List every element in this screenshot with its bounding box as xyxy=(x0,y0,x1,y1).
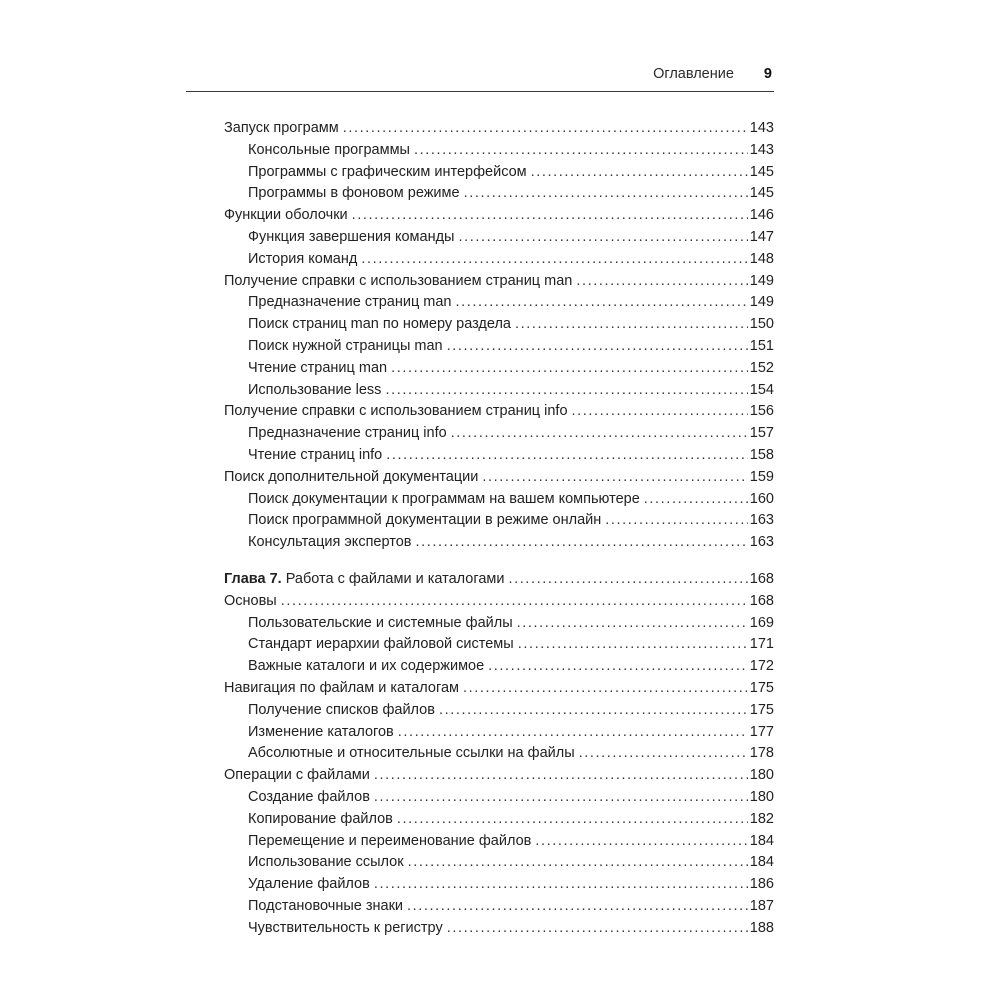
toc-dot-leader xyxy=(343,118,748,140)
toc-dot-leader xyxy=(518,634,748,656)
toc-entry-label: Чувствительность к регистру xyxy=(248,919,443,936)
toc-dot-leader xyxy=(464,183,748,205)
toc-dot-leader xyxy=(576,271,747,293)
toc-chapter-prefix: Глава 7. xyxy=(224,570,286,587)
toc-entry-label: Основы xyxy=(224,592,277,609)
toc-entry xyxy=(186,700,774,722)
toc-entry-page: 175 xyxy=(749,701,774,718)
toc-entry-label: Поиск документации к программам на вашем компьютере xyxy=(248,490,640,507)
toc-entry xyxy=(186,765,774,787)
toc-dot-leader xyxy=(408,852,748,874)
toc-entry-page: 188 xyxy=(749,919,774,936)
toc-entry-page: 147 xyxy=(749,228,774,245)
toc-dot-leader xyxy=(488,656,748,678)
toc-dot-leader xyxy=(398,722,748,744)
toc-entry-label: Абсолютные и относительные ссылки на файлы xyxy=(248,745,575,762)
toc-entry-label: Консультация экспертов xyxy=(248,534,412,551)
toc-entry-page: 180 xyxy=(749,788,774,805)
toc-entry-label: Перемещение и переименование файлов xyxy=(248,832,532,849)
toc-dot-leader xyxy=(352,205,748,227)
toc-entry-page: 163 xyxy=(749,534,774,551)
toc-entry-label: Удаление файлов xyxy=(248,876,370,893)
toc-dot-leader xyxy=(374,787,748,809)
toc-entry xyxy=(186,227,774,249)
toc-dot-leader xyxy=(439,700,748,722)
toc-entry xyxy=(186,896,774,918)
toc-dot-leader xyxy=(482,467,747,489)
toc-entry-label: Подстановочные знаки xyxy=(248,897,404,914)
toc-entry-page: 146 xyxy=(749,207,774,224)
toc-entry-label: Консольные программы xyxy=(248,141,410,158)
toc-entry-page: 143 xyxy=(749,120,774,136)
toc-dot-leader xyxy=(572,401,748,423)
toc-entry-page: 154 xyxy=(749,381,774,398)
toc-entry-label: Поиск нужной страницы man xyxy=(248,337,443,354)
toc-entry xyxy=(186,809,774,831)
toc-entry xyxy=(186,292,774,314)
toc-entry xyxy=(186,271,774,293)
toc-entry xyxy=(186,183,774,205)
page-content xyxy=(186,66,774,939)
toc-entry-page: 175 xyxy=(749,679,774,696)
toc-entry-page: 157 xyxy=(749,425,774,442)
toc-dot-leader xyxy=(281,591,748,613)
toc-entry xyxy=(186,678,774,700)
toc-entry-label: Получение справки с использованием страниц man xyxy=(224,272,573,289)
toc-entry-label: Изменение каталогов xyxy=(248,723,394,740)
toc-entry-label: Чтение страниц info xyxy=(248,446,383,463)
toc-entry-label: Использование less xyxy=(248,381,382,398)
toc-dot-leader xyxy=(515,314,748,336)
toc-entry xyxy=(186,162,774,184)
toc-entry-page: 168 xyxy=(749,570,774,587)
toc-entry-label: Поиск дополнительной документации xyxy=(224,468,479,485)
toc-entry-page: 151 xyxy=(749,337,774,354)
running-header-title: Оглавление xyxy=(653,66,734,82)
toc-entry-page: 182 xyxy=(749,810,774,827)
toc-dot-leader xyxy=(414,140,748,162)
toc-dot-leader xyxy=(451,423,748,445)
toc-entry-page: 184 xyxy=(749,832,774,849)
toc-dot-leader xyxy=(407,896,748,918)
toc-entry-label: Создание файлов xyxy=(248,788,370,805)
toc-dot-leader xyxy=(458,227,747,249)
toc-entry-label: Предназначение страниц man xyxy=(248,294,452,311)
toc-entry xyxy=(186,591,774,613)
toc-entry-page: 163 xyxy=(749,512,774,529)
toc-entry-page: 158 xyxy=(749,446,774,463)
toc-dot-leader xyxy=(535,831,747,853)
toc-entry-label: Поиск программной документации в режиме онлайн xyxy=(248,512,602,529)
toc-entry xyxy=(186,613,774,635)
toc-entry xyxy=(186,787,774,809)
toc-entry-page: 160 xyxy=(749,490,774,507)
toc-entry-page: 178 xyxy=(749,745,774,762)
toc-entry-page: 184 xyxy=(749,854,774,871)
toc-entry xyxy=(186,205,774,227)
toc-dot-leader xyxy=(374,874,748,896)
toc-dot-leader xyxy=(415,532,747,554)
toc-entry xyxy=(186,831,774,853)
toc-entry-page: 149 xyxy=(749,294,774,311)
toc-entry xyxy=(186,445,774,467)
toc-entry xyxy=(186,401,774,423)
toc-entry-page: 168 xyxy=(749,592,774,609)
toc-entry xyxy=(186,874,774,896)
toc-entry-page: 152 xyxy=(749,359,774,376)
toc-entry-label: Важные каталоги и их содержимое xyxy=(248,658,485,675)
toc-entry-page: 148 xyxy=(749,250,774,267)
toc-entry-page: 149 xyxy=(749,272,774,289)
toc-entry-label: Использование ссылок xyxy=(248,854,404,871)
toc-dot-leader xyxy=(447,918,748,940)
toc-entry-label: Глава 7. Работа с файлами и каталогами xyxy=(224,570,505,587)
toc-dot-leader xyxy=(385,380,747,402)
toc-entry-page: 186 xyxy=(749,876,774,893)
toc-dot-leader xyxy=(391,358,748,380)
toc-entry-label: Программы в фоновом режиме xyxy=(248,185,460,202)
toc-entry-page: 145 xyxy=(749,185,774,202)
toc-entry xyxy=(186,634,774,656)
toc-entry-label: Навигация по файлам и каталогам xyxy=(224,679,459,696)
toc-entry-page: 159 xyxy=(749,468,774,485)
toc-dot-leader xyxy=(531,162,748,184)
toc-entry-label: Операции с файлами xyxy=(224,767,370,784)
toc-entry-label: Чтение страниц man xyxy=(248,359,388,376)
toc-dot-leader xyxy=(361,249,747,271)
toc-entry-label: Получение списков файлов xyxy=(248,701,435,718)
toc-entry xyxy=(186,743,774,765)
toc-entry xyxy=(186,249,774,271)
toc-entry-page: 143 xyxy=(749,141,774,158)
toc-entry xyxy=(186,722,774,744)
toc-entry-label: Стандарт иерархии файловой системы xyxy=(248,636,514,653)
toc-entry xyxy=(186,336,774,358)
toc-entry xyxy=(186,423,774,445)
toc-entry xyxy=(186,380,774,402)
toc-dot-leader xyxy=(447,336,748,358)
toc-entry xyxy=(186,118,774,140)
toc-entry-page: 180 xyxy=(749,767,774,784)
toc-entry xyxy=(186,532,774,554)
toc-dot-leader xyxy=(397,809,748,831)
toc-entry-page: 172 xyxy=(749,658,774,675)
toc-entry-label: Получение справки с использованием страниц info xyxy=(224,403,568,420)
running-header xyxy=(186,66,774,92)
toc-entry-page: 156 xyxy=(749,403,774,420)
toc-entry xyxy=(186,918,774,940)
toc-dot-leader xyxy=(605,510,748,532)
toc-entry-page: 177 xyxy=(749,723,774,740)
toc-entry-label: Пользовательские и системные файлы xyxy=(248,614,513,631)
toc-entry-page: 187 xyxy=(749,897,774,914)
toc-entry-label: История команд xyxy=(248,250,358,267)
toc-entry-page: 150 xyxy=(749,316,774,333)
toc-entry xyxy=(186,852,774,874)
toc-entry xyxy=(186,569,774,591)
toc-dot-leader xyxy=(374,765,748,787)
toc-dot-leader xyxy=(517,613,748,635)
toc-entry xyxy=(186,358,774,380)
toc-dot-leader xyxy=(463,678,748,700)
page-number: 9 xyxy=(763,66,772,82)
toc-entry-page: 171 xyxy=(749,636,774,653)
table-of-contents xyxy=(186,118,774,939)
toc-entry-label: Программы с графическим интерфейсом xyxy=(248,163,527,180)
toc-dot-leader xyxy=(579,743,748,765)
toc-entry-label: Функция завершения команды xyxy=(248,228,455,245)
toc-entry-label: Функции оболочки xyxy=(224,207,348,224)
toc-dot-leader xyxy=(386,445,748,467)
toc-entry-label: Запуск программ xyxy=(224,120,339,136)
toc-entry xyxy=(186,489,774,511)
toc-entry-page: 145 xyxy=(749,163,774,180)
toc-entry xyxy=(186,510,774,532)
toc-entry xyxy=(186,467,774,489)
toc-dot-leader xyxy=(508,569,747,591)
toc-entry xyxy=(186,314,774,336)
toc-entry xyxy=(186,656,774,678)
toc-entry-label: Копирование файлов xyxy=(248,810,393,827)
toc-dot-leader xyxy=(456,292,748,314)
toc-dot-leader xyxy=(644,489,748,511)
toc-entry-label: Поиск страниц man по номеру раздела xyxy=(248,316,511,333)
toc-entry-label: Предназначение страниц info xyxy=(248,425,447,442)
toc-entry xyxy=(186,140,774,162)
toc-entry-page: 169 xyxy=(749,614,774,631)
